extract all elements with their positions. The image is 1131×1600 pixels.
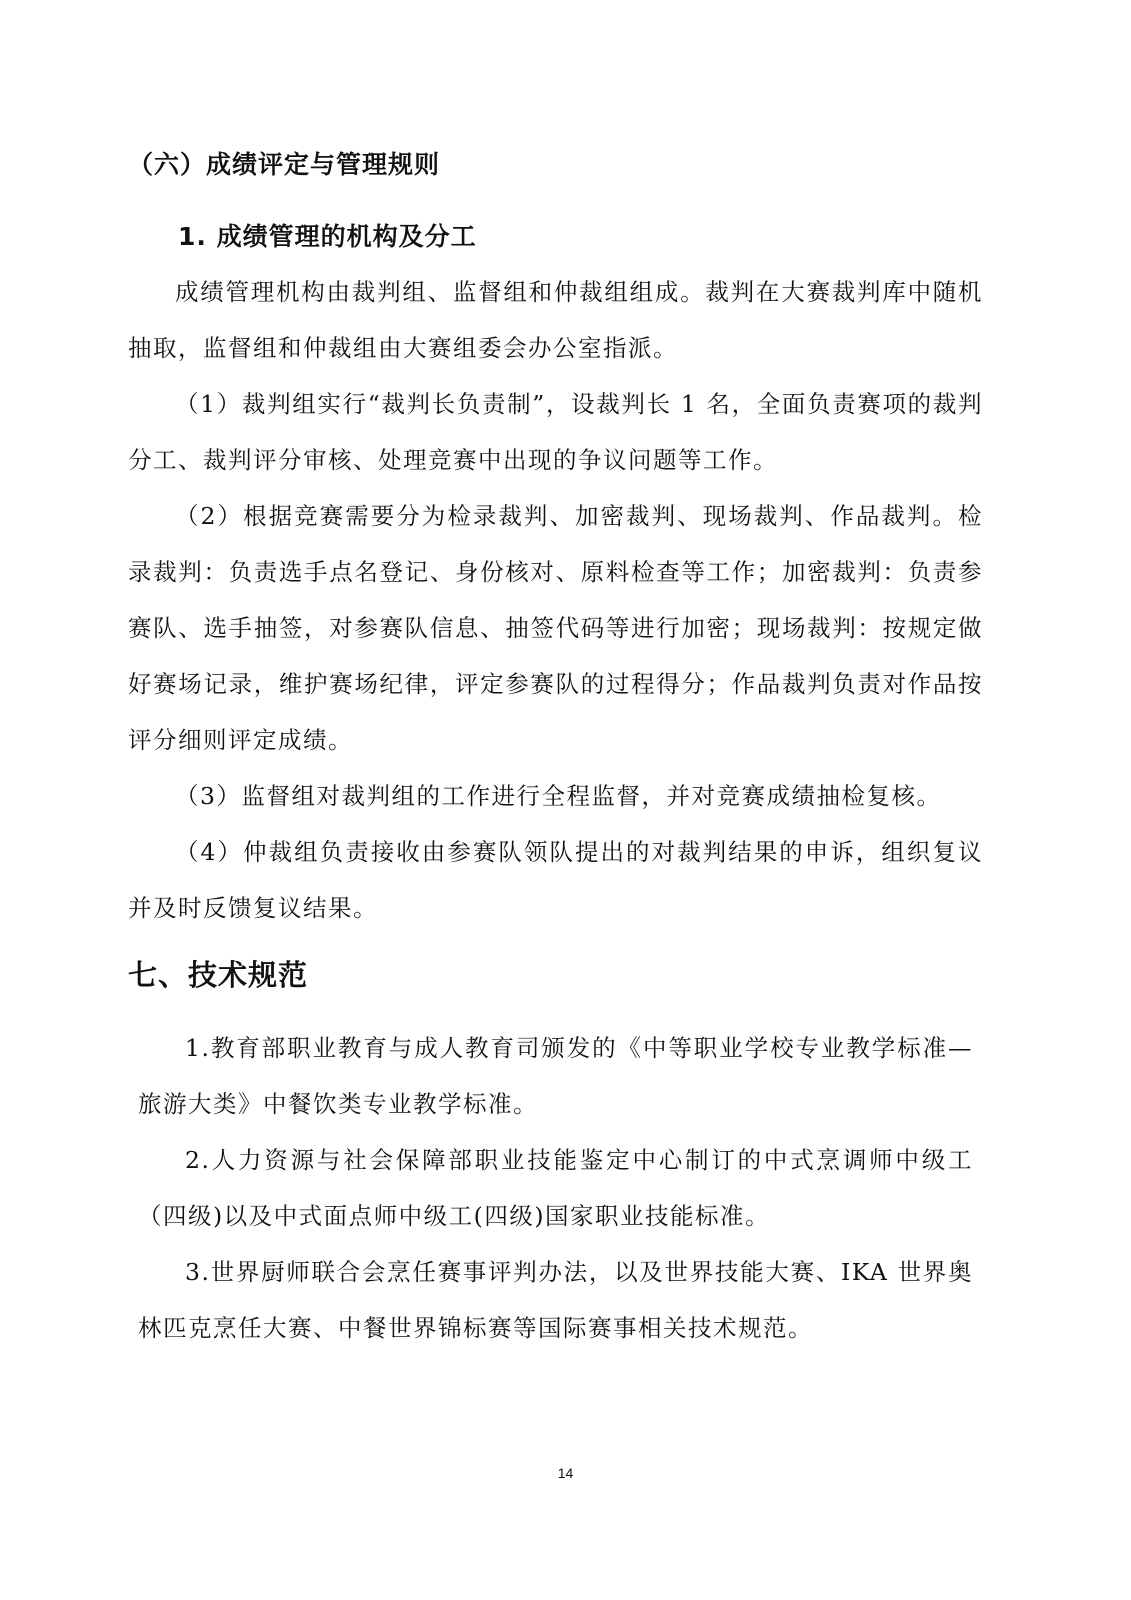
paragraph-4: （3）监督组对裁判组的工作进行全程监督，并对竞赛成绩抽检复核。	[175, 782, 942, 810]
chapter-paragraph-1: 1.教育部职业教育与成人教育司颁发的《中等职业学校专业教学标准—旅游大类》中餐饮类专业教学标准。	[138, 1034, 973, 1118]
chapter-heading: 七、技术规范	[128, 958, 309, 992]
paragraph-5: （4）仲裁组负责接收由参赛队领队提出的对裁判结果的申诉，组织复议并及时反馈复议结果。	[128, 838, 983, 922]
subheading: 1. 成绩管理的机构及分工	[178, 222, 477, 251]
paragraph-1: 成绩管理机构由裁判组、监督组和仲裁组组成。裁判在大赛裁判库中随机抽取，监督组和仲裁组由大赛组委会办公室指派。	[128, 278, 983, 362]
paragraph-3: （2）根据竞赛需要分为检录裁判、加密裁判、现场裁判、作品裁判。检录裁判：负责选手点名登记、身份核对、原料检查等工作；加密裁判：负责参赛队、选手抽签，对参赛队信息、抽签代码等进行加密；现场裁判：按规定做好赛场记录，维护赛场纪律，评定参赛队的过程得分；作品裁判负责对作品按评分细则评定成绩。	[128, 502, 983, 754]
section-heading: （六）成绩评定与管理规则	[128, 150, 441, 179]
chapter-paragraph-3: 3.世界厨师联合会烹任赛事评判办法，以及世界技能大赛、IKA 世界奥林匹克烹任大赛、中餐世界锦标赛等国际赛事相关技术规范。	[138, 1258, 973, 1342]
page-number: 14	[557, 1465, 574, 1481]
paragraph-2: （1）裁判组实行“裁判长负责制”，设裁判长 1 名，全面负责赛项的裁判分工、裁判评分审核、处理竞赛中出现的争议问题等工作。	[128, 390, 983, 474]
chapter-paragraph-2: 2.人力资源与社会保障部职业技能鉴定中心制订的中式烹调师中级工（四级)以及中式面点师中级工(四级)国家职业技能标准。	[138, 1146, 973, 1230]
